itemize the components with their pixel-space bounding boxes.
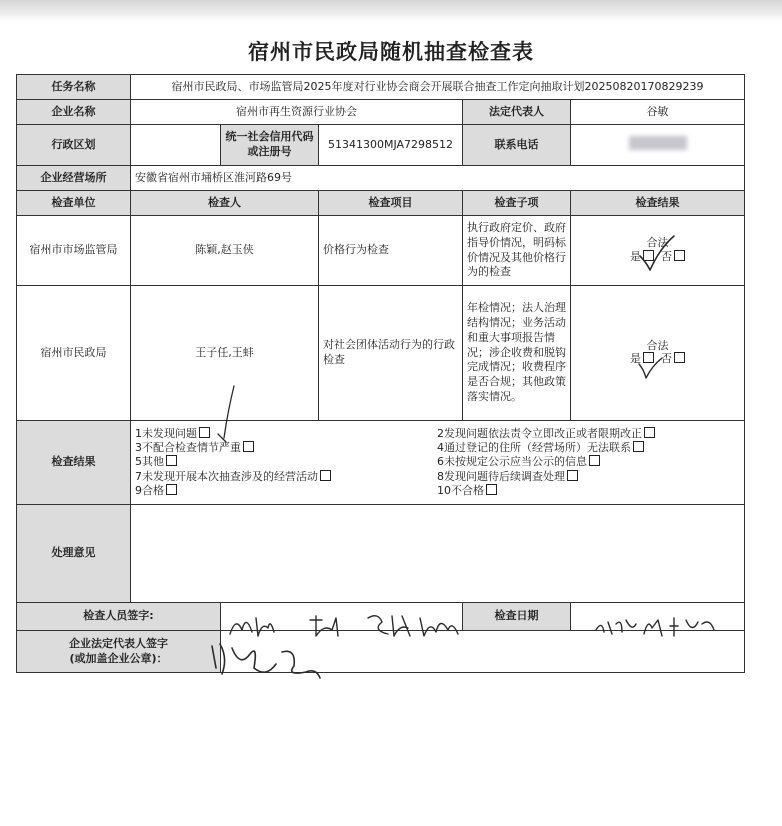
row2-no-label: 否: [661, 352, 673, 366]
enterprise-name-value: 宿州市再生资源行业协会: [131, 100, 463, 125]
region-label: 行政区划: [17, 125, 131, 166]
check-option[interactable]: 8发现问题待后续调查处理: [437, 470, 737, 484]
premises-label: 企业经营场所: [17, 166, 131, 191]
row1-no-checkbox[interactable]: [674, 250, 685, 261]
row2-yes-label: 是: [630, 352, 642, 366]
row2-unit: 宿州市民政局: [17, 286, 131, 421]
checkbox-icon: [320, 470, 331, 481]
table-row: [17, 286, 745, 421]
row1-legal-mark: 合法: [646, 236, 669, 250]
inspection-form-table: [16, 74, 745, 673]
enterprise-name-label: 企业名称: [17, 100, 131, 125]
row1-subitem: 执行政府定价、政府指导价情况，明码标价情况及其他价格行为的检查: [463, 216, 571, 286]
handling-value: [131, 505, 745, 603]
row2-yes-checkbox[interactable]: [643, 352, 654, 363]
header-inspector: 检查人: [131, 191, 319, 216]
task-name-label: 任务名称: [17, 75, 131, 100]
row1-result: [571, 216, 745, 286]
redacted-phone: [629, 136, 687, 150]
table-row: [17, 216, 745, 286]
check-result-label: 检查结果: [17, 421, 131, 505]
checkbox-icon: [243, 441, 254, 452]
checkbox-icon: [633, 441, 644, 452]
check-option[interactable]: 3不配合检查情节严重: [135, 441, 437, 455]
handling-label: 处理意见: [17, 505, 131, 603]
row2-result: [571, 286, 745, 421]
rep-signature-label: [17, 631, 221, 673]
inspection-date-field[interactable]: [571, 603, 745, 631]
inspection-date-label: 检查日期: [463, 603, 571, 631]
phone-value: [571, 125, 745, 166]
region-value: [131, 125, 221, 166]
check-option[interactable]: 9合格: [135, 484, 437, 498]
premises-value: 安徽省宿州市埇桥区淮河路69号: [131, 166, 745, 191]
check-result-options: [131, 421, 745, 505]
rep-signature-label-line1: 企业法定代表人签字: [69, 636, 168, 650]
checkbox-icon: [644, 427, 655, 438]
checkbox-icon: [199, 427, 210, 438]
checkbox-icon: [166, 455, 177, 466]
credit-code-value: 51341300MJA7298512: [319, 125, 463, 166]
check-option[interactable]: 2发现问题依法责令立即改正或者限期改正: [437, 427, 737, 441]
check-option[interactable]: 5其他: [135, 455, 437, 469]
rep-signature-field[interactable]: [221, 631, 745, 673]
row1-inspector: 陈颖,赵玉侠: [131, 216, 319, 286]
header-item: 检查项目: [319, 191, 463, 216]
check-option[interactable]: 10不合格: [437, 484, 737, 498]
rep-signature-label-line2: (或加盖企业公章)：: [69, 651, 168, 665]
page-title: 宿州市民政局随机抽查检查表: [248, 40, 534, 64]
row2-item: 对社会团体活动行为的行政检查: [319, 286, 463, 421]
row2-no-checkbox[interactable]: [674, 352, 685, 363]
phone-label: 联系电话: [463, 125, 571, 166]
row2-subitem: 年检情况；法人治理结构情况；业务活动和重大事项报告情况；涉企收费和脱钩完成情况；收费程序是否合规；其他政策落实情况。: [463, 286, 571, 421]
checkbox-icon: [486, 484, 497, 495]
check-option[interactable]: 7未发现开展本次抽查涉及的经营活动: [135, 470, 437, 484]
row1-yes-checkbox[interactable]: [643, 250, 654, 261]
legal-rep-label: 法定代表人: [463, 100, 571, 125]
row1-no-label: 否: [661, 249, 673, 263]
checkbox-icon: [589, 455, 600, 466]
check-option[interactable]: 4通过登记的住所（经营场所）无法联系: [437, 441, 737, 455]
scan-edge-shadow: [0, 0, 782, 22]
check-option[interactable]: 6未按规定公示应当公示的信息: [437, 455, 737, 469]
row1-item: 价格行为检查: [319, 216, 463, 286]
checkbox-icon: [567, 470, 578, 481]
header-subitem: 检查子项: [463, 191, 571, 216]
row2-legal-mark: 合法: [646, 338, 669, 352]
header-unit: 检查单位: [17, 191, 131, 216]
header-result: 检查结果: [571, 191, 745, 216]
inspector-signature-field[interactable]: [221, 603, 463, 631]
checkbox-icon: [166, 484, 177, 495]
inspector-signature-label: 检查人员签字:: [17, 603, 221, 631]
legal-rep-value: 谷敏: [571, 100, 745, 125]
check-option[interactable]: 1未发现问题: [135, 427, 437, 441]
task-name-value: 宿州市民政局、市场监管局2025年度对行业协会商会开展联合抽查工作定向抽取计划20250820170829239: [131, 75, 745, 100]
row1-unit: 宿州市市场监管局: [17, 216, 131, 286]
row2-inspector: 王子任,王蚌: [131, 286, 319, 421]
credit-code-label: 统一社会信用代码或注册号: [221, 125, 319, 166]
row1-yes-label: 是: [630, 249, 642, 263]
